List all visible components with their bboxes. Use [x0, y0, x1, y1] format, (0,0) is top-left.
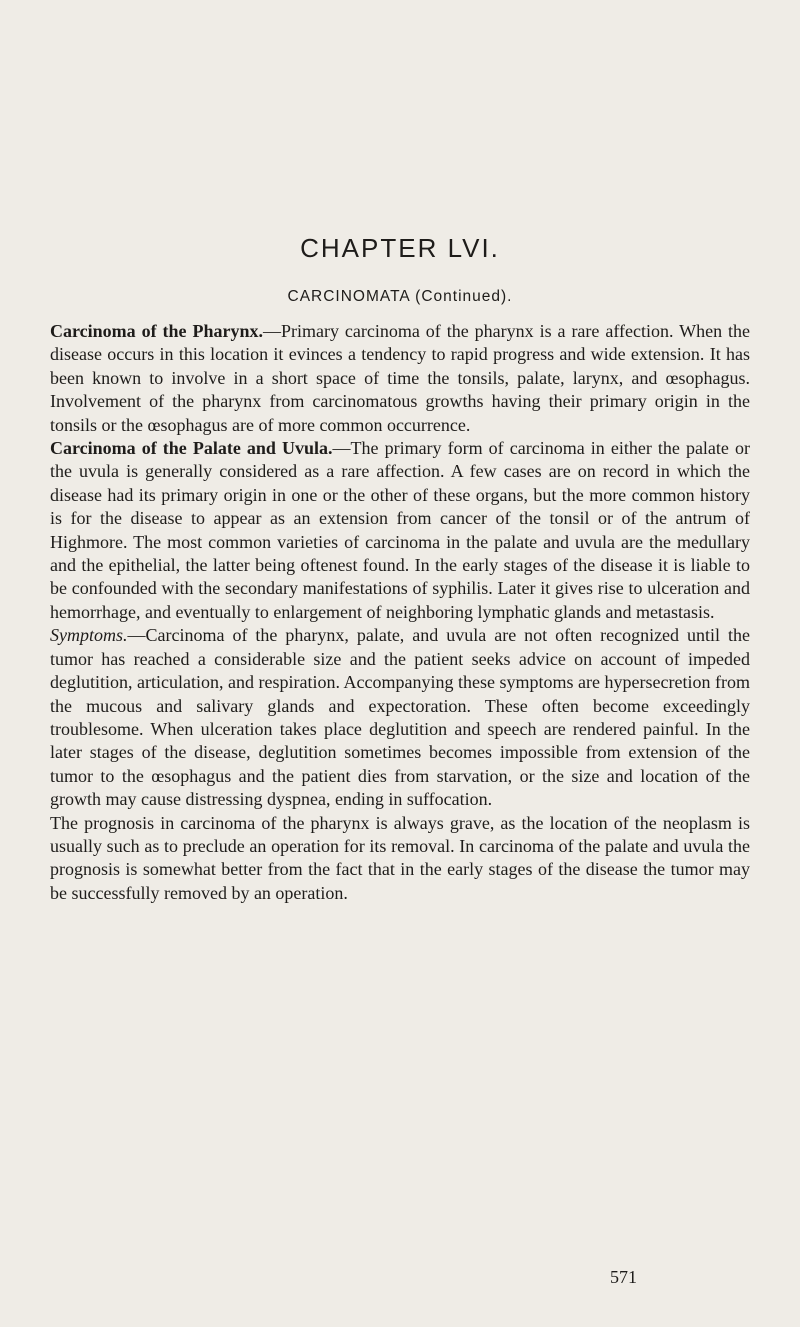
paragraph-heading: Symptoms.	[50, 625, 128, 646]
paragraph-pharynx	[50, 320, 750, 437]
paragraph-heading: Carcinoma of the Pharynx.	[50, 321, 263, 341]
paragraph-text: —Carcinoma of the pharynx, palate, and uvula are not often recognized until the tumor has reached a considerable size and the patient seeks advice on account of impeded deglutition, articulation, and respiration. Accompanying these symptoms are hypersecretion from the mucous and salivary glands and expectoration. These often become exceedingly troublesome. When ulceration takes place deglutition and speech are rendered painful. In the later stages of the disease, deglutition sometimes becomes impossible from extension of the tumor to the œsophagus and the patient dies from starvation, or the size and location of the growth may cause distressing dyspnea, ending in suffocation.	[50, 625, 750, 810]
paragraph-palate-uvula	[50, 437, 750, 624]
book-page	[50, 0, 750, 1327]
paragraph-symptoms	[50, 624, 750, 811]
paragraph-text: —Primary carcinoma of the pharynx is a rare affection. When the disease occurs in this location it evinces a tendency to rapid progress and wide extension. It has been known to involve in a short space of time the tonsils, palate, larynx, and œsophagus. Involvement of the pharynx from carcinomatous growths having their primary origin in the tonsils or the œsophagus are of more common occurrence.	[50, 321, 750, 435]
page-number: 571	[610, 1267, 637, 1287]
paragraph-heading: Carcinoma of the Palate and Uvula.	[50, 438, 333, 459]
paragraph-text: —The primary form of carcinoma in either the palate or the uvula is generally considered as a rare affection. A few cases are on record in which the disease had its primary origin in one or the other of these organs, but the more common history is for the disease to appear as an extension from cancer of the tonsil or of the antrum of Highmore. The most common varieties of carcinoma in the palate and uvula are the medullary and the epithelial, the latter being oftenest found. In the early stages of the disease it is liable to be confounded with the secondary manifestations of syphilis. Later it gives rise to ulceration and hemorrhage, and eventually to enlargement of neighboring lymphatic glands and metastasis.	[50, 438, 750, 622]
section-title: CARCINOMATA (Continued).	[287, 288, 513, 305]
paragraph-prognosis	[50, 812, 750, 906]
paragraph-text: The prognosis in carcinoma of the pharynx is always grave, as the location of the neoplasm is usually such as to preclude an operation for its removal. In carcinoma of the palate and uvula the prognosis is somewhat better from the fact that in the early stages of the disease the tumor may be successfully removed by an operation.	[50, 812, 750, 903]
chapter-title: CHAPTER LVI.	[300, 233, 500, 263]
body-text	[50, 320, 750, 905]
